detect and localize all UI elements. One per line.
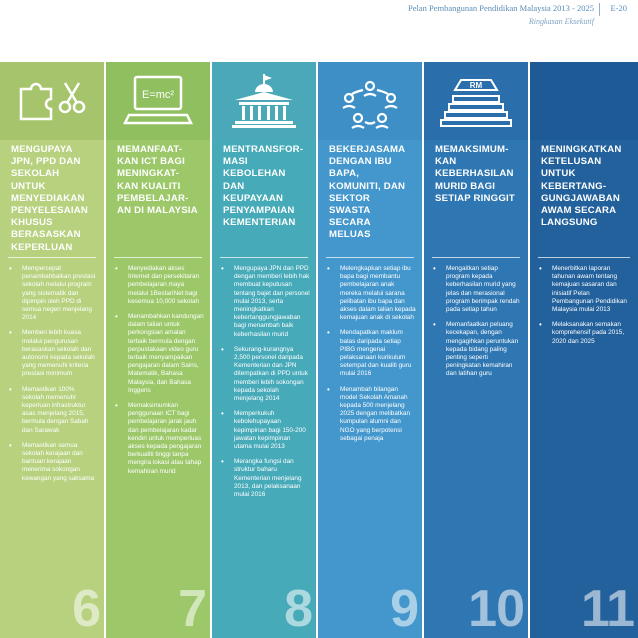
header-title: Pelan Pembangunan Pendidikan Malaysia 2013 - 2025 bbox=[407, 3, 594, 13]
list-item: • Merangka fungsi dan struktur baharu Kementerian menjelang 2013, dan pelaksanaan mulai 2016 bbox=[220, 458, 310, 499]
shift-number: 7 bbox=[178, 580, 206, 638]
column-initiatives bbox=[432, 265, 522, 386]
shift-number: 10 bbox=[468, 580, 524, 638]
column-initiatives bbox=[8, 265, 98, 490]
shift-number: 8 bbox=[284, 580, 312, 638]
column-divider bbox=[326, 257, 414, 258]
list-item: • Mendapatkan maklum balas daripada setiap PIBG mengenai pelaksanaan kurikulum setempat dan kualiti guru mulai 2016 bbox=[326, 329, 416, 378]
shift-columns bbox=[0, 62, 638, 638]
column-title: MEMANFAAT- KAN ICT BAGI MENINGKAT- KAN KUALITI PEMBELAJAR- AN DI MALAYSIA bbox=[117, 144, 198, 217]
list-item: • Memberi lebih kuasa melalui pengurusan berasaskan sekolah dan autonomi kepada sekolah yang memenuhi kriteria prestasi minimum bbox=[8, 329, 98, 378]
list-item: • Menyediakan akses Internet dan persekitaran pembelajaran maya melalui 1BestariNet bagi kesemua 10,000 sekolah bbox=[114, 265, 204, 306]
svg-text:E=mc²: E=mc² bbox=[141, 89, 175, 101]
list-item: • Mempercepat penambahbaikan prestasi sekolah melalui program yang sistematik dan dipimpin oleh PPD di semua negeri menjelang 2014 bbox=[8, 265, 98, 322]
page-number: E-20 bbox=[610, 3, 627, 13]
list-item: • Memastikan 100% sekolah memenuhi keperluan infrastruktur asas menjelang 2015, bermula dengan Sabah dan Sarawak bbox=[8, 386, 98, 435]
ringgit-label: RM bbox=[469, 81, 483, 90]
shift-number: 9 bbox=[390, 580, 418, 638]
column-title: MENGUPAYA JPN, PPD DAN SEKOLAH UNTUK MENYEDIAKAN PENYELESAIAN KHUSUS BERASASKAN KEPERLUAN bbox=[11, 144, 89, 253]
puzzle-scissors-icon bbox=[0, 68, 104, 134]
list-item: • Menambah bilangan model Sekolah Amanah kepada 500 menjelang 2025 dengan melibatkan kumpulan alumni dan NGO yang berpotensi sebagai penaja bbox=[326, 386, 416, 443]
connected-people-icon bbox=[318, 68, 422, 134]
header-subtitle: Ringkasan Eksekutif bbox=[528, 17, 594, 26]
list-item: • Menambahkan kandungan dalam talian untuk perkongsian amalan terbaik bermula dengan perpustakaan video guru terbaik menyampaikan pengajaran dalam Sains, Matematik, Bahasa Malaysia, dan Bahasa Inggeris bbox=[114, 313, 204, 395]
column-initiatives bbox=[538, 265, 632, 353]
shift-column-9 bbox=[318, 62, 422, 638]
column-title: BEKERJASAMA DENGAN IBU BAPA, KOMUNITI, DAN SEKTOR SWASTA SECARA MELUAS bbox=[329, 144, 406, 241]
shift-column-11 bbox=[530, 62, 638, 638]
list-item: • Memastikan semua sekolah kerajaan dan bantuan kerajaan menerima sokongan kewangan yang saksama bbox=[8, 442, 98, 483]
column-icon-band bbox=[530, 62, 638, 140]
list-item: • Memperkukuh kebolehupayaan kepimpinan bagi 150-200 jawatan kepimpinan utama mulai 2013 bbox=[220, 410, 310, 451]
shift-column-10 bbox=[424, 62, 528, 638]
shift-column-6 bbox=[0, 62, 104, 638]
column-divider bbox=[432, 257, 520, 258]
shift-number: 6 bbox=[72, 580, 100, 638]
list-item: • Melaksanakan semakan komprehensif pada 2015, 2020 dan 2025 bbox=[538, 321, 632, 346]
column-divider bbox=[114, 257, 202, 258]
header-separator bbox=[599, 3, 600, 16]
column-title: MENINGKATKAN KETELUSAN UNTUK KEBERTANG- GUNGJAWABAN AWAM SECARA LANGSUNG bbox=[541, 144, 622, 229]
list-item: • Menerbitkan laporan tahunan awam tentang kemajuan sasaran dan inisiatif Pelan Pembangunan Pendidikan Malaysia mulai 2013 bbox=[538, 265, 632, 314]
shift-column-8 bbox=[212, 62, 316, 638]
list-item: • Memaksimumkan penggunaan ICT bagi pembelajaran jarak jauh dan pembelajaran kadar kendiri untuk memperluas akses kepada pengajaran berkualiti tinggi tanpa mengira lokasi atau tahap kemahiran murid bbox=[114, 402, 204, 476]
ringgit-stack-icon bbox=[424, 68, 528, 134]
government-building-icon bbox=[212, 68, 316, 134]
list-item: • Sekurang-kurangnya 2,500 personel daripada Kementerian dan JPN ditempatkan di PPD untuk memberi lebih sokongan kepada sekolah menjelang 2014 bbox=[220, 346, 310, 403]
column-divider bbox=[220, 257, 308, 258]
column-divider bbox=[8, 257, 96, 258]
column-title: MENTRANSFOR- MASI KEBOLEHAN DAN KEUPAYAAN PENYAMPAIAN KEMENTERIAN bbox=[223, 144, 304, 229]
computer-emc2-icon bbox=[106, 68, 210, 134]
shift-number: 11 bbox=[581, 580, 634, 638]
column-initiatives bbox=[326, 265, 416, 450]
list-item: • Mengupaya JPN dan PPD dengan memberi lebih hak membuat keputusan tentang bajet dan personel mulai 2013, serta meningkatkan kebertanggungjawaban bagi menambah baik keberhasilan murid bbox=[220, 265, 310, 339]
column-title: MEMAKSIMUM- KAN KEBERHASILAN MURID BAGI SETIAP RINGGIT bbox=[435, 144, 515, 204]
shift-column-7 bbox=[106, 62, 210, 638]
column-initiatives bbox=[114, 265, 204, 483]
list-item: • Mengaitkan setiap program kepada keberhasilan murid yang jelas dan merasional program berimpak rendah pada setiap tahun bbox=[432, 265, 522, 314]
column-divider bbox=[538, 257, 630, 258]
list-item: • Melengkapkan setiap ibu bapa bagi membantu pembelajaran anak mereka melalui sarana pelibatan ibu bapa dan akses dalam talian kepada kemajuan anak di sekolah bbox=[326, 265, 416, 322]
column-initiatives bbox=[220, 265, 310, 506]
page-header bbox=[0, 0, 638, 62]
list-item: • Memanfaatkan peluang kecekapan, dengan mengagihkan peruntukan kepada bidang paling penting seperti peningkatan kemahiran dan latihan guru bbox=[432, 321, 522, 378]
